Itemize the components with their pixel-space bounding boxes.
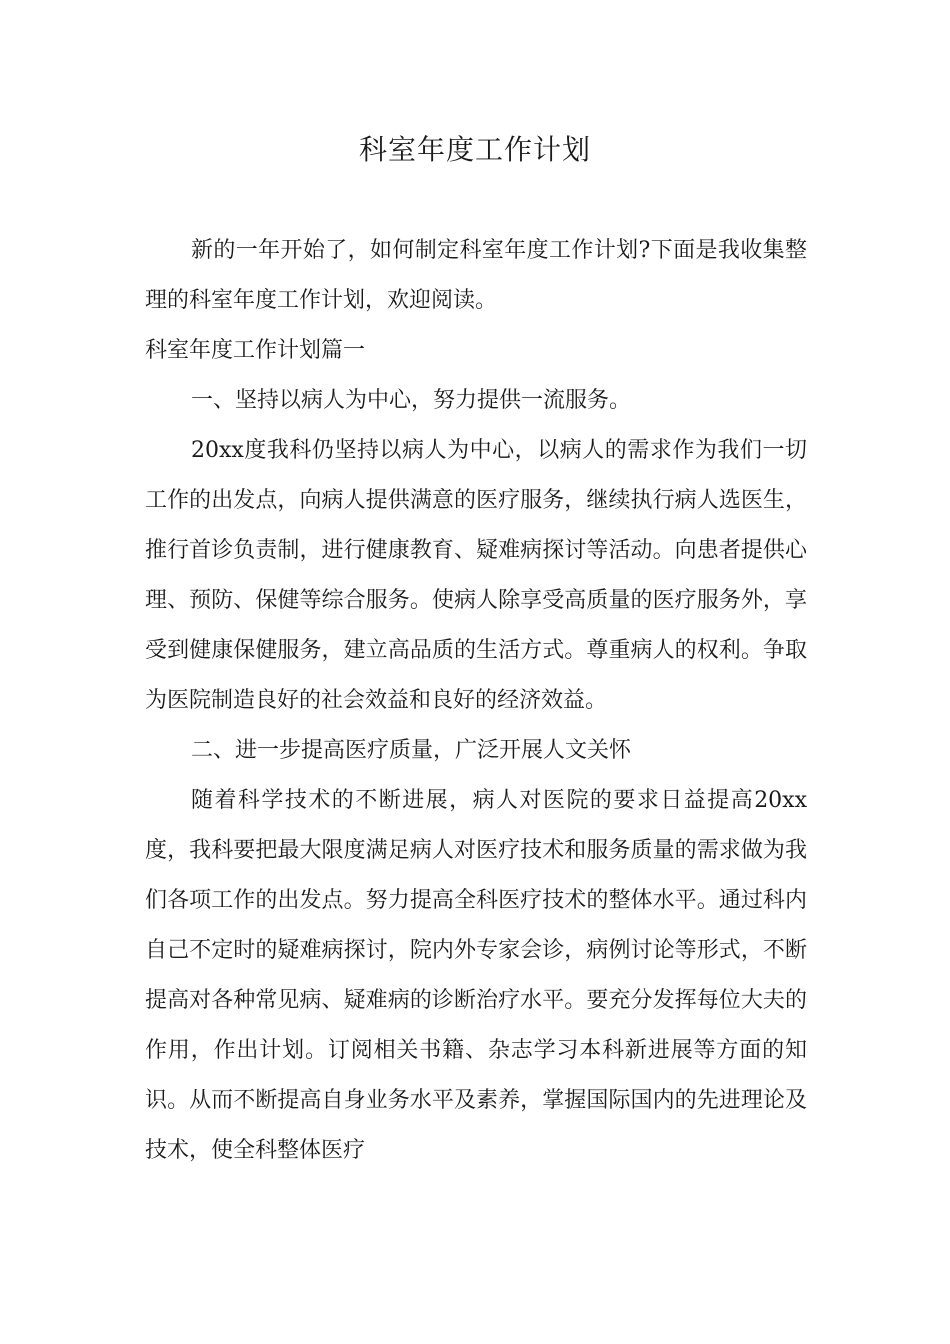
document-body — [145, 226, 807, 1176]
body-paragraph-2: 随着科学技术的不断进展，病人对医院的要求日益提高20xx度，我科要把最大限度满足病人对医疗技术和服务质量的需求做为我们各项工作的出发点。努力提高全科医疗技术的整体水平。通过科内自己不定时的疑难病探讨，院内外专家会诊，病例讨论等形式，不断提高对各种常见病、疑难病的诊断治疗水平。要充分发挥每位大夫的作用，作出计划。订阅相关书籍、杂志学习本科新进展等方面的知识。从而不断提高自身业务水平及素养，掌握国际国内的先进理论及技术，使全科整体医疗 — [145, 788, 807, 1163]
subheading-1: 一、坚持以病人为中心，努力提供一流服务。 — [191, 388, 632, 413]
intro-paragraph: 新的一年开始了，如何制定科室年度工作计划?下面是我收集整理的科室年度工作计划，欢迎阅读。 — [145, 238, 807, 313]
body-paragraph-1: 20xx度我科仍坚持以病人为中心，以病人的需求作为我们一切工作的出发点，向病人提供满意的医疗服务，继续执行病人选医生，推行首诊负责制，进行健康教育、疑难病探讨等活动。向患者提供心理、预防、保健等综合服务。使病人除享受高质量的医疗服务外，享受到健康保健服务，建立高品质的生活方式。尊重病人的权利。争取为医院制造良好的社会效益和良好的经济效益。 — [145, 438, 807, 713]
document-title: 科室年度工作计划 — [358, 133, 591, 166]
subheading-2: 二、进一步提高医疗质量，广泛开展人文关怀 — [191, 738, 632, 763]
section-heading: 科室年度工作计划篇一 — [145, 338, 366, 363]
